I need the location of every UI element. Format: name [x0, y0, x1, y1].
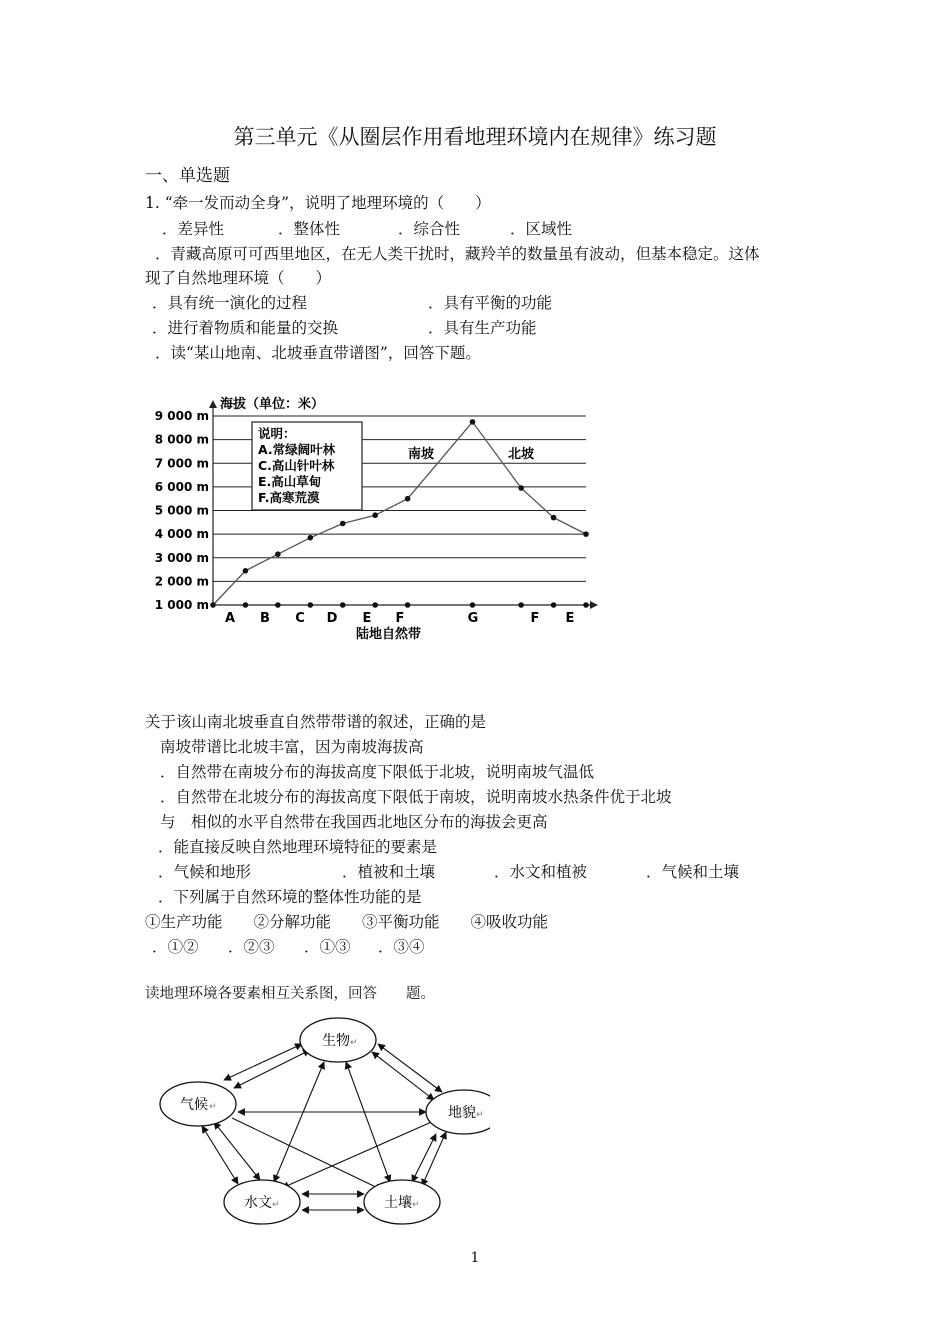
data-point — [551, 515, 557, 521]
x-axis-marker — [470, 602, 476, 608]
chart-y-ticks — [155, 409, 209, 612]
diagram-node-hydrology — [224, 1180, 300, 1224]
question-2-stem: ．青藏高原可可西里地区，在无人类干扰时，藏羚羊的数量虽有波动，但基本稳定。这体 — [155, 245, 760, 263]
x-axis-marker — [405, 602, 411, 608]
diagram-node-soil — [364, 1180, 440, 1224]
legend-item: C.高山针叶林 — [258, 458, 335, 473]
page-title: 第三单元《从圈层作用看地理环境内在规律》练习题 — [233, 125, 717, 149]
question-1-option: ．差异性 — [162, 220, 225, 238]
x-axis-marker — [308, 602, 314, 608]
return-mark: ↵ — [350, 1038, 358, 1048]
y-tick-label: 1 000 m — [154, 598, 209, 612]
y-tick-label: 3 000 m — [154, 550, 209, 565]
question-2-option: ．具有平衡的功能 — [428, 294, 553, 312]
return-mark: ↵ — [209, 1102, 217, 1112]
question-5-stem: ．下列属于自然环境的整体性功能的是 — [158, 888, 422, 906]
data-point — [340, 521, 346, 527]
y-tick-label: 5 000 m — [154, 503, 209, 518]
question-2-option: ．具有生产功能 — [428, 319, 537, 337]
x-axis-arrow — [590, 601, 598, 609]
question-4-stem: ．能直接反映自然地理环境特征的要素是 — [158, 838, 438, 856]
question-4-option: ．气候和地形 — [158, 863, 252, 881]
legend-title: 说明： — [258, 426, 296, 441]
question-3-intro: ．读“某山地南、北坡垂直带谱图”，回答下题。 — [155, 344, 481, 362]
x-axis-marker — [518, 602, 524, 608]
question-3-option: 南坡带谱比北坡丰富，因为南坡海拔高 — [160, 738, 424, 756]
question-5-option: ．①② — [152, 938, 199, 956]
x-label: F — [530, 611, 540, 626]
chart-legend — [252, 422, 362, 510]
question-3-option: ．自然带在北坡分布的海拔高度下限低于南坡，说明南坡水热条件优于北坡 — [160, 788, 672, 806]
question-4-option: ．气候和土壤 — [646, 863, 740, 881]
chart-x-axis-label: 陆地自然带 — [356, 627, 422, 642]
data-point — [583, 531, 589, 537]
data-point — [275, 551, 281, 557]
x-label: E — [362, 611, 372, 626]
x-label: B — [260, 611, 270, 626]
question-1-stem: 1. “牵一发而动全身”，说明了地理环境的（ ） — [145, 194, 491, 212]
question-1-option: ．区域性 — [510, 220, 573, 238]
y-tick-label: 6 000 m — [154, 479, 209, 494]
x-label: A — [224, 611, 236, 626]
y-tick-label: 2 000 m — [154, 574, 209, 589]
diagram-node-climate — [160, 1082, 236, 1126]
legend-item: E.高山草甸 — [258, 474, 322, 489]
question-4-option: ．植被和土壤 — [342, 863, 436, 881]
chart-y-axis-label: 海拔（单位：米） — [220, 397, 325, 412]
diagram-node-biology — [300, 1018, 376, 1062]
y-tick-label: 4 000 m — [154, 527, 209, 542]
vertical-zonation-chart — [150, 390, 600, 650]
question-3-option: ．自然带在南坡分布的海拔高度下限低于北坡，说明南坡气温低 — [160, 763, 595, 781]
return-mark: ↵ — [272, 1200, 280, 1210]
y-axis-arrow — [209, 400, 217, 408]
question-3-option: 与 相似的水平自然带在我国西北地区分布的海拔会更高 — [160, 813, 548, 831]
legend-item: F.高寒荒漠 — [258, 490, 320, 505]
y-tick-label: 9 000 m — [154, 409, 209, 423]
x-label: G — [467, 611, 479, 626]
node-label: 气候 — [180, 1097, 208, 1113]
diagram-node-landform — [426, 1090, 490, 1134]
question-1-option: ．整体性 — [278, 220, 341, 238]
data-point — [243, 568, 249, 574]
x-label: C — [295, 611, 305, 626]
x-axis-marker — [243, 602, 249, 608]
y-tick-label: 7 000 m — [154, 456, 209, 471]
data-point — [518, 485, 524, 491]
question-2-option: ．进行着物质和能量的交换 — [152, 319, 339, 337]
south-slope-label: 南坡 — [408, 447, 435, 462]
north-slope-label: 北坡 — [508, 447, 535, 462]
data-point — [470, 419, 476, 425]
y-tick-label: 8 000 m — [154, 432, 209, 447]
return-mark: ↵ — [476, 1110, 484, 1120]
x-axis-marker — [275, 602, 281, 608]
question-5-option: ．①③ — [304, 938, 351, 956]
section-heading: 一、单选题 — [145, 166, 230, 186]
x-axis-marker — [340, 602, 346, 608]
question-2-option: ．具有统一演化的过程 — [152, 294, 308, 312]
question-2-stem: 现了自然地理环境（ ） — [145, 269, 332, 287]
question-3-stem: 关于该山南北坡垂直自然带带谱的叙述，正确的是 — [145, 713, 487, 731]
node-label: 土壤 — [384, 1195, 412, 1211]
return-mark: ↵ — [412, 1200, 420, 1210]
question-5-option: ．②③ — [228, 938, 275, 956]
node-label: 生物 — [322, 1033, 350, 1049]
x-label: F — [395, 611, 405, 626]
x-label: E — [565, 611, 575, 626]
x-axis-marker — [583, 602, 589, 608]
page-number: 1 — [470, 1250, 480, 1266]
x-axis-marker — [210, 602, 216, 608]
x-axis-marker — [551, 602, 557, 608]
x-axis-marker — [372, 602, 378, 608]
legend-item: A.常绿阔叶林 — [258, 442, 336, 457]
question-5-option: ．③④ — [378, 938, 425, 956]
x-label: D — [326, 611, 338, 626]
chart-x-axis — [210, 601, 598, 609]
chart-x-labels — [225, 611, 574, 626]
question-6-intro: 读地理环境各要素相互关系图，回答 题。 — [145, 986, 435, 1002]
question-5-items: ①生产功能 ②分解功能 ③平衡功能 ④吸收功能 — [145, 913, 549, 931]
question-1-option: ．综合性 — [398, 220, 461, 238]
data-point — [405, 496, 411, 502]
data-point — [308, 535, 314, 541]
geo-elements-relationship-diagram — [150, 1010, 490, 1230]
question-4-option: ．水文和植被 — [494, 863, 588, 881]
node-label: 地貌 — [448, 1105, 476, 1121]
data-point — [372, 512, 378, 518]
node-label: 水文 — [244, 1195, 272, 1211]
